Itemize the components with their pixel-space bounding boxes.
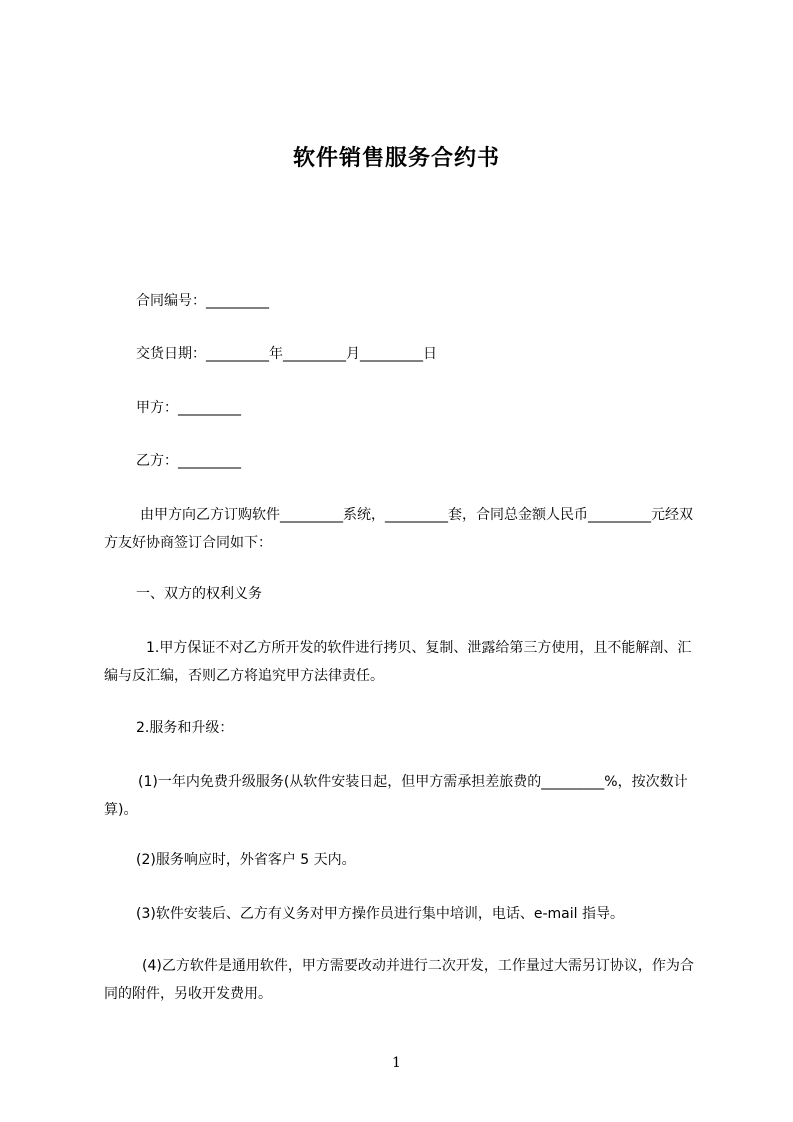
delivery-date-field: 交货日期：_________年_________月_________日 (136, 346, 437, 362)
page-number: 1 (392, 1055, 401, 1071)
clause-1-paragraph: 1.甲方保证不对乙方所开发的软件进行拷贝、复制、泄露给第三方使用，且不能解剖、汇编与反汇编，否则乙方将追究甲方法律责任。 (104, 640, 692, 684)
party-b-field: 乙方：_________ (136, 453, 241, 469)
clause-2-item-3: (3)软件安装后、乙方有义务对甲方操作员进行集中培训，电话、e-mail 指导。 (136, 906, 624, 922)
intro-paragraph: 由甲方向乙方订购软件_________系统，_________套，合同总金额人民币_________元经双方友好协商签订合同如下： (104, 507, 693, 551)
clause-2-item-2: (2)服务响应时，外省客户 5 天内。 (136, 852, 356, 868)
document-title: 软件销售服务合约书 (292, 146, 500, 171)
section-heading: 一、双方的权利义务 (136, 586, 262, 602)
party-a-field: 甲方：_________ (136, 400, 241, 416)
contract-number-field: 合同编号：_________ (136, 293, 269, 309)
clause-2-item-4: (4)乙方软件是通用软件，甲方需要改动并进行二次开发，工作量过大需另订协议，作为合同的附件，另收开发费用。 (104, 958, 694, 1002)
clause-2-heading: 2.服务和升级： (136, 720, 234, 736)
clause-2-item-1: (1)一年内免费升级服务(从软件安装日起，但甲方需承担差旅费的_________%，按次数计算)。 (104, 774, 688, 818)
